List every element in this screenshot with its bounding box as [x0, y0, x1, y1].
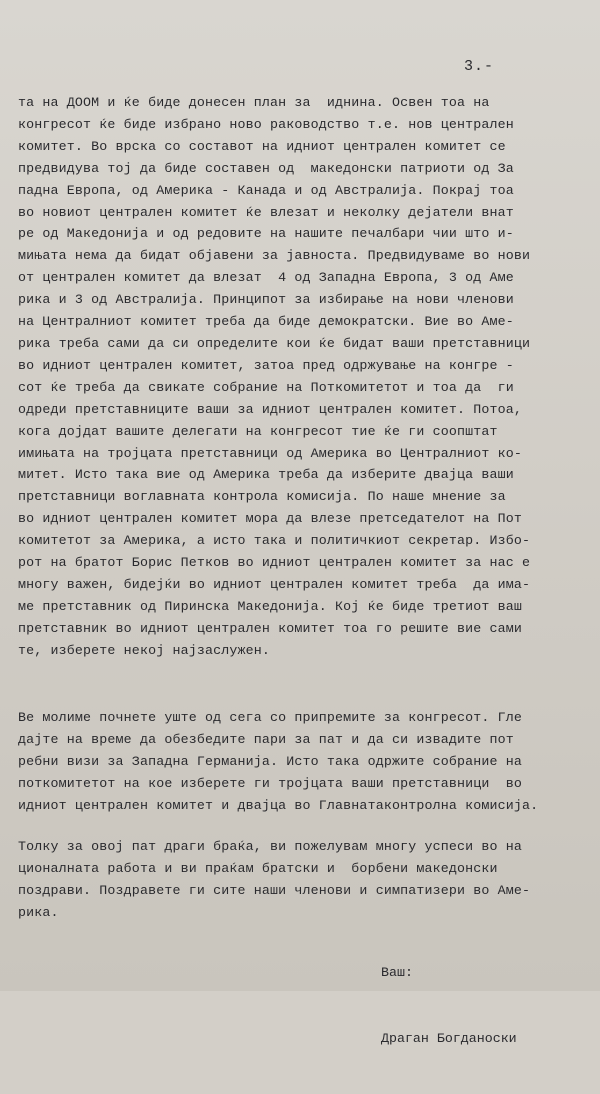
text-line: предвидува тој да биде составен од македонски патриоти од За	[18, 160, 514, 176]
text-line: Толку за овој пат драги браќа, ви пожелувам многу успеси во на	[18, 839, 523, 854]
text-line: ме претставник од Пиринска Македонија. Кој ќе биде третиот ваш	[18, 598, 523, 614]
text-line: комитетот за Америка, а исто така и политичкиот секретар. Избо-	[18, 533, 531, 549]
text-line: комитет. Во врска со составот на идниот централен комитет се	[18, 138, 506, 154]
text-line: та на ДООМ и ќе биде донесен план за иднина. Освен тоа на	[18, 95, 490, 110]
text-line: многу важен, бидејќи во идниот централен комитет треба да има-	[18, 576, 531, 592]
text-line: митет. Исто така вие од Америка треба да изберите двајца ваши	[18, 467, 514, 483]
text-line: на Централниот комитет треба да биде демократски. Вие во Аме-	[18, 314, 514, 330]
paragraph-1	[18, 92, 593, 662]
text-line: кога дојдат вашите делегати на конгресот тие ќе ги соопштат	[18, 423, 498, 439]
text-line: поткомитетот на кое изберете ги тројцата ваши претставници во	[18, 775, 523, 791]
text-line: конгресот ќе биде избрано ново раководство т.е. нов централен	[18, 116, 514, 132]
text-line: от централен комитет да влезат 4 од Западна Европа, 3 од Аме	[18, 270, 514, 286]
text-line: ребни визи за Западна Германија. Исто така одржите собрание на	[18, 753, 523, 769]
text-line: рика.	[18, 904, 59, 920]
text-line: поздрави. Поздравете ги сите наши членови и симпатизери во Аме-	[18, 882, 531, 898]
signature-name: Драган Богданоски	[381, 1031, 517, 1046]
paragraph-2	[18, 707, 593, 817]
text-line: Ве молиме почнете уште од сега со припремите за конгресот. Гле	[18, 710, 523, 725]
text-line: одреди претставниците ваши за идниот централен комитет. Потоа,	[18, 401, 523, 417]
paragraph-3	[18, 836, 593, 924]
text-line: претставник во идниот централен комитет тоа го решите вие сами	[18, 620, 523, 636]
text-line: ционалната работа и ви праќам братски и борбени македонски	[18, 860, 498, 876]
text-line: сот ќе треба да свикате собрание на Поткомитетот и тоа да ги	[18, 379, 514, 395]
text-line: те, изберете некој најзаслужен.	[18, 642, 271, 658]
text-line: дајте на време да обезбедите пари за пат и да си извадите пот	[18, 731, 514, 747]
text-line: рика и 3 од Австралија. Принципот за избирање на нови членови	[18, 292, 514, 308]
text-line: претставници воглавната контрола комисија. По наше мнение за	[18, 489, 506, 505]
text-line: мињата нема да бидат објавени за јавноста. Предвидуваме во нови	[18, 248, 531, 264]
text-line: ре од Македонија и од редовите на нашите печалбари чии што и-	[18, 226, 514, 242]
text-line: имињата на тројцата претставници од Америка во Централниот ко-	[18, 445, 523, 461]
signature-block	[381, 918, 517, 1094]
text-line: во идниот централен комитет, затоа пред одржување на конгре -	[18, 357, 514, 373]
page-number: 3.-	[464, 58, 495, 75]
text-line: во новиот централен комитет ќе влезат и неколку дејатели внат	[18, 204, 514, 220]
text-line: во идниот централен комитет мора да влезе претседателот на Пот	[18, 511, 523, 527]
text-line: рот на братот Борис Петков во идниот централен комитет за нас е	[18, 555, 531, 571]
text-line: рика треба сами да си определите кои ќе бидат ваши претставници	[18, 335, 531, 351]
signature-salutation: Ваш:	[381, 965, 413, 980]
text-line: идниот централен комитет и двајца во Главнатаконтролна комисија.	[18, 797, 539, 813]
text-line: падна Европа, од Америка - Канада и од Австралија. Покрај тоа	[18, 182, 514, 198]
